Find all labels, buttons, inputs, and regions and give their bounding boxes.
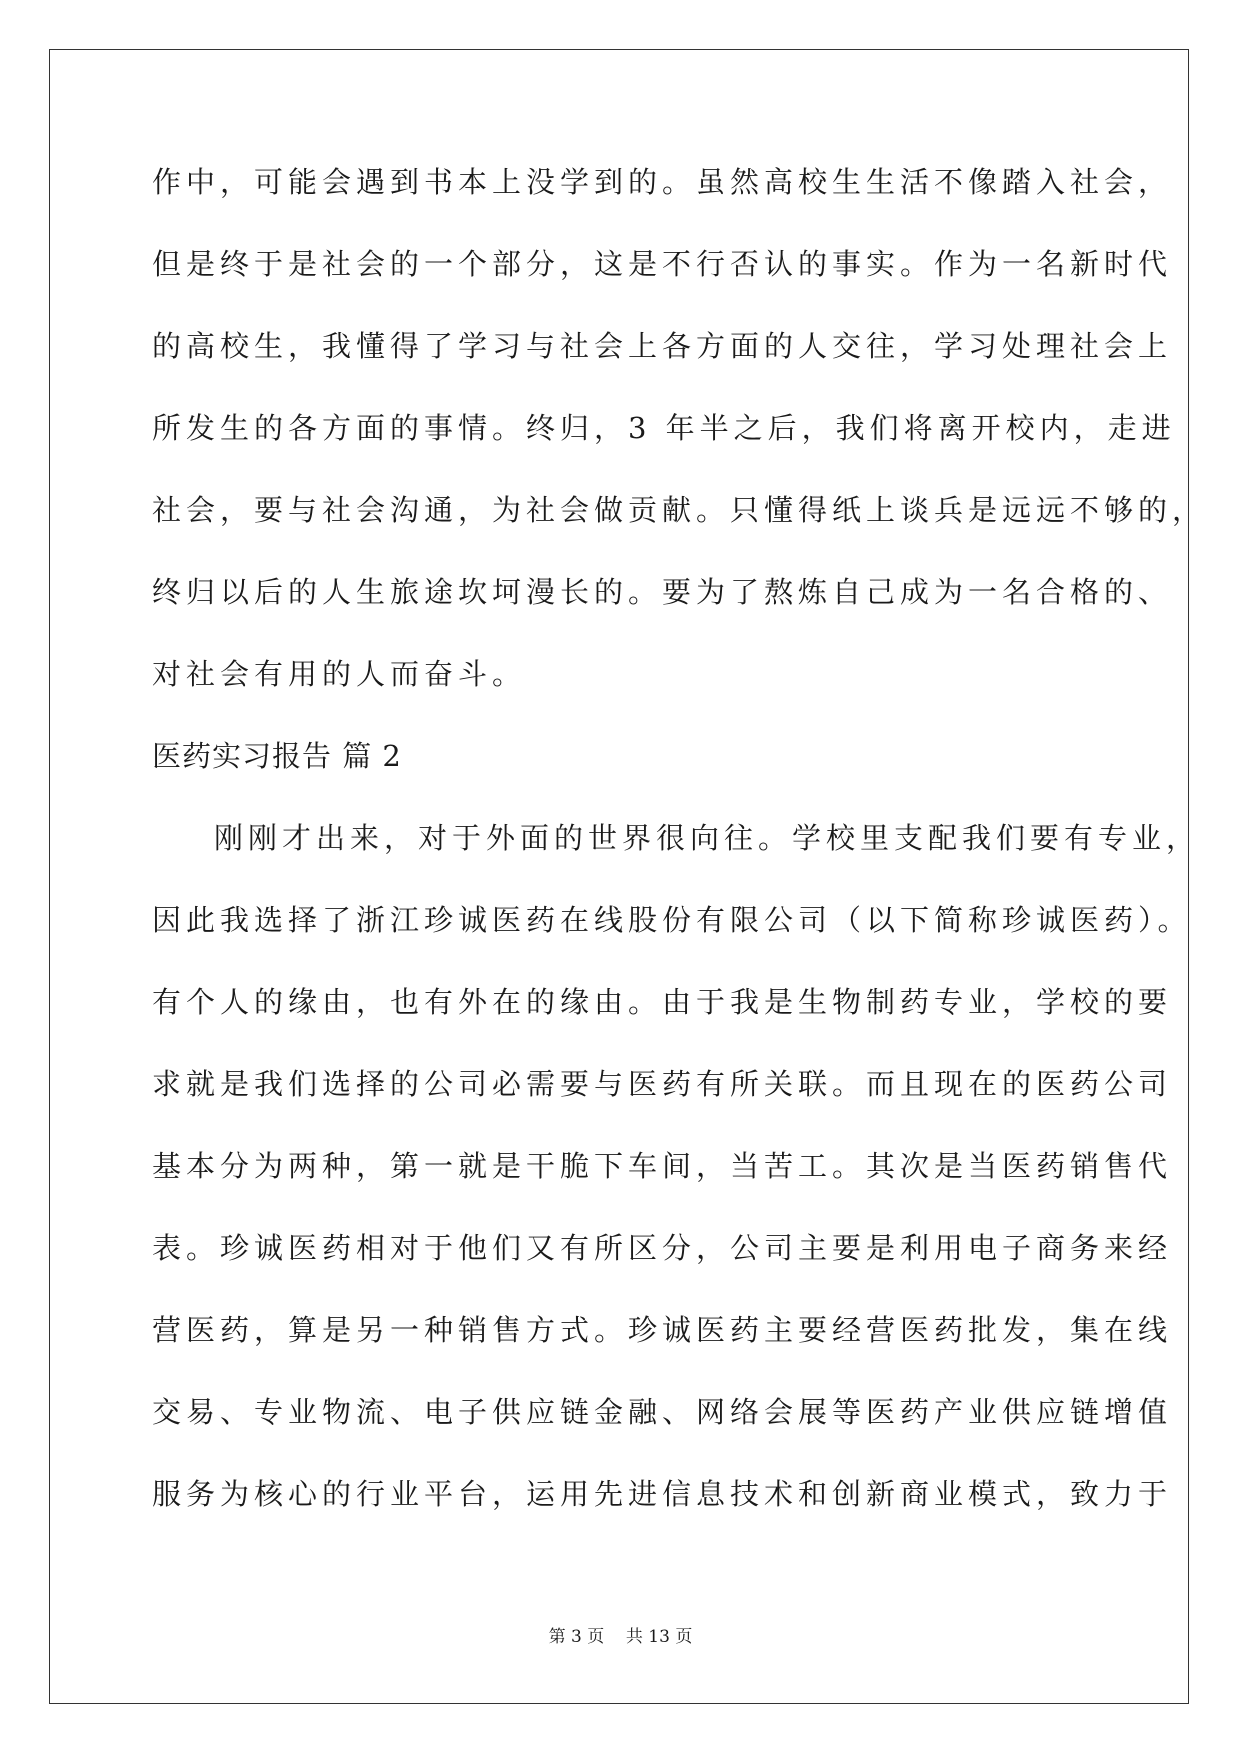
text-line: 刚刚才出来，对于外面的世界很向往。学校里支配我们要有专业， <box>214 821 1201 855</box>
text-line: 营医药，算是另一种销售方式。珍诚医药主要经营医药批发，集在线 <box>152 1313 1173 1347</box>
text-line: 有个人的缘由，也有外在的缘由。由于我是生物制药专业，学校的要 <box>152 985 1173 1019</box>
text-line: 社会，要与社会沟通，为社会做贡献。只懂得纸上谈兵是远远不够的， <box>152 493 1207 527</box>
paragraph-2 <box>152 816 1201 1554</box>
text-line: 交易、专业物流、电子供应链金融、网络会展等医药产业供应链增值 <box>152 1395 1173 1429</box>
text-line: 但是终于是社会的一个部分，这是不行否认的事实。作为一名新时代 <box>152 247 1173 281</box>
page-number: 第 3 页 共 13 页 <box>548 1627 693 1647</box>
text-line: 作中，可能会遇到书本上没学到的。虽然高校生生活不像踏入社会， <box>152 165 1173 199</box>
text-line: 所发生的各方面的事情。终归，3 年半之后，我们将离开校内，走进 <box>152 411 1176 445</box>
text-line: 服务为核心的行业平台，运用先进信息技术和创新商业模式，致力于 <box>152 1477 1173 1511</box>
document-body <box>152 160 1207 1554</box>
text-line: 的高校生，我懂得了学习与社会上各方面的人交往，学习处理社会上 <box>152 329 1173 363</box>
text-line: 求就是我们选择的公司必需要与医药有所关联。而且现在的医药公司 <box>152 1067 1173 1101</box>
paragraph-1 <box>152 160 1207 734</box>
text-line: 表。珍诚医药相对于他们又有所区分，公司主要是利用电子商务来经 <box>152 1231 1173 1265</box>
text-line: 对社会有用的人而奋斗。 <box>152 657 527 691</box>
text-line: 终归以后的人生旅途坎坷漫长的。要为了熬炼自己成为一名合格的、 <box>152 575 1173 609</box>
text-line: 基本分为两种，第一就是干脆下车间，当苦工。其次是当医药销售代 <box>152 1149 1173 1183</box>
text-line: 因此我选择了浙江珍诚医药在线股份有限公司（以下简称珍诚医药）。 <box>152 903 1192 937</box>
section-heading: 医药实习报告 篇 2 <box>152 739 402 773</box>
